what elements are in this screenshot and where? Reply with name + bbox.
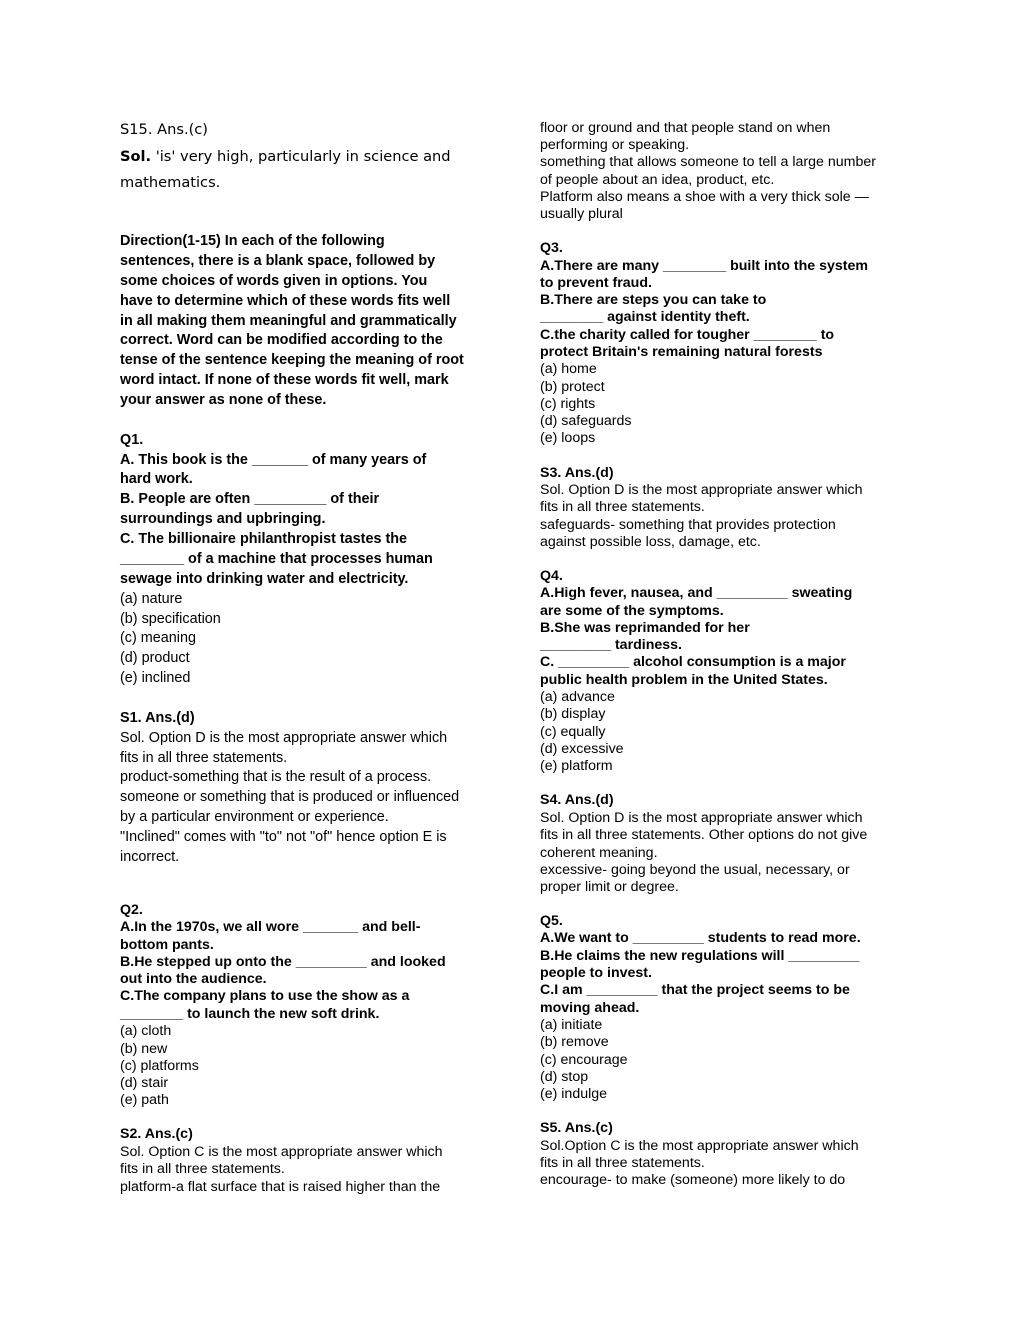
- option-item: (b) display: [540, 706, 606, 722]
- answer-heading: S4. Ans.(d): [540, 792, 614, 808]
- answer-heading: S2. Ans.(c): [120, 1126, 193, 1142]
- solution-line: fits in all three statements.: [540, 1155, 705, 1171]
- option-item: (e) platform: [540, 758, 613, 774]
- option-item: (e) inclined: [120, 670, 191, 686]
- directions-line: have to determine which of these words fits well: [120, 293, 451, 309]
- question-line: C.I am _________ that the project seems to be: [540, 982, 850, 998]
- question-heading: Q1.: [120, 432, 144, 448]
- question-line: B. People are often _________ of their: [120, 491, 380, 507]
- answer-heading: S1. Ans.(d): [120, 710, 195, 726]
- option-item: (e) indulge: [540, 1086, 608, 1102]
- question-line: C. _________ alcohol consumption is a major: [540, 654, 846, 670]
- option-item: (d) product: [120, 650, 190, 666]
- question-line: surroundings and upbringing.: [120, 511, 326, 527]
- question-line: moving ahead.: [540, 1000, 640, 1016]
- solution-line: floor or ground and that people stand on when: [540, 120, 831, 136]
- question-line: C.The company plans to use the show as a: [120, 988, 410, 1004]
- question-line: people to invest.: [540, 965, 652, 981]
- question-line: are some of the symptoms.: [540, 603, 724, 619]
- solution-line: something that allows someone to tell a large number: [540, 154, 876, 170]
- option-item: (a) initiate: [540, 1017, 603, 1033]
- option-item: (c) meaning: [120, 630, 196, 646]
- question-line: A.High fever, nausea, and _________ sweating: [540, 585, 853, 601]
- option-item: (a) nature: [120, 591, 183, 607]
- question-line: bottom pants.: [120, 937, 214, 953]
- option-item: (d) stop: [540, 1069, 589, 1085]
- solution-line: product-something that is the result of a process.: [120, 769, 432, 785]
- question-line: public health problem in the United States.: [540, 672, 828, 688]
- directions-line: tense of the sentence keeping the meaning of root: [120, 352, 464, 368]
- option-item: (a) cloth: [120, 1023, 172, 1039]
- solution-line: against possible loss, damage, etc.: [540, 534, 761, 550]
- option-item: (b) remove: [540, 1034, 609, 1050]
- solution-line: someone or something that is produced or influenced: [120, 789, 460, 805]
- question-line: C. The billionaire philanthropist tastes the: [120, 531, 408, 547]
- option-item: (c) platforms: [120, 1058, 199, 1074]
- option-item: (c) rights: [540, 396, 596, 412]
- directions-line: in all making them meaningful and grammatically: [120, 313, 457, 329]
- option-item: (a) advance: [540, 689, 615, 705]
- question-line: _________ tardiness.: [540, 637, 682, 653]
- directions-line: your answer as none of these.: [120, 392, 327, 408]
- question-line: out into the audience.: [120, 971, 267, 987]
- solution-line: encourage- to make (someone) more likely to do: [540, 1172, 846, 1188]
- solution-line: coherent meaning.: [540, 845, 658, 861]
- question-line: hard work.: [120, 471, 193, 487]
- question-line: B.She was reprimanded for her: [540, 620, 750, 636]
- option-item: (c) equally: [540, 724, 606, 740]
- directions-line: Direction(1-15) In each of the following: [120, 233, 385, 249]
- solution-line: Platform also means a shoe with a very thick sole —: [540, 189, 869, 205]
- solution-line: Sol. Option C is the most appropriate answer which: [120, 1144, 443, 1160]
- question-line: ________ against identity theft.: [540, 309, 750, 325]
- question-line: ________ to launch the new soft drink.: [120, 1006, 380, 1022]
- directions-line: sentences, there is a blank space, followed by: [120, 253, 436, 269]
- solution-line: by a particular environment or experience.: [120, 809, 389, 825]
- question-line: B.He claims the new regulations will _________: [540, 948, 860, 964]
- question-line: protect Britain's remaining natural forests: [540, 344, 823, 360]
- option-item: (b) new: [120, 1041, 168, 1057]
- solution-label: Sol.: [120, 148, 152, 165]
- solution-line: performing or speaking.: [540, 137, 690, 153]
- solution-text: 'is' very high, particularly in science and: [155, 148, 451, 165]
- question-heading: Q4.: [540, 568, 563, 584]
- solution-line: usually plural: [540, 206, 623, 222]
- solution-line: platform-a flat surface that is raised higher than the: [120, 1179, 441, 1195]
- question-line: sewage into drinking water and electricity.: [120, 571, 409, 587]
- question-heading: Q3.: [540, 240, 563, 256]
- solution-line: incorrect.: [120, 849, 180, 865]
- solution-line: "Inclined" comes with "to" not "of" hence option E is: [120, 829, 447, 845]
- question-line: A.In the 1970s, we all wore _______ and bell-: [120, 919, 421, 935]
- question-line: B.He stepped up onto the _________ and looked: [120, 954, 446, 970]
- answer-heading: S3. Ans.(d): [540, 465, 614, 481]
- solution-line: Sol. Option D is the most appropriate answer which: [120, 730, 448, 746]
- solution-line: Sol.Option C is the most appropriate answer which: [540, 1138, 859, 1154]
- question-line: A. This book is the _______ of many years of: [120, 452, 427, 468]
- option-item: (a) home: [540, 361, 597, 377]
- solution-line: safeguards- something that provides protection: [540, 517, 836, 533]
- question-line: to prevent fraud.: [540, 275, 652, 291]
- solution-line: [120, 148, 451, 165]
- solution-line: fits in all three statements.: [120, 750, 288, 766]
- solution-line: mathematics.: [120, 174, 221, 191]
- question-line: A.We want to _________ students to read more.: [540, 930, 861, 946]
- solution-line: fits in all three statements. Other options do not give: [540, 827, 868, 843]
- question-line: C.the charity called for tougher ________ to: [540, 327, 835, 343]
- option-item: (d) safeguards: [540, 413, 632, 429]
- answer-heading: S5. Ans.(c): [540, 1120, 613, 1136]
- directions-line: some choices of words given in options. You: [120, 273, 428, 289]
- solution-line: of people about an idea, product, etc.: [540, 172, 775, 188]
- option-item: (e) path: [120, 1092, 169, 1108]
- option-item: (c) encourage: [540, 1052, 628, 1068]
- question-line: B.There are steps you can take to: [540, 292, 767, 308]
- option-item: (d) stair: [120, 1075, 169, 1091]
- solution-line: Sol. Option D is the most appropriate answer which: [540, 482, 863, 498]
- question-heading: Q5.: [540, 913, 563, 929]
- question-line: A.There are many ________ built into the system: [540, 258, 869, 274]
- option-item: (b) specification: [120, 611, 221, 627]
- answer-heading: S15. Ans.(c): [120, 121, 208, 138]
- solution-line: excessive- going beyond the usual, necessary, or: [540, 862, 850, 878]
- option-item: (e) loops: [540, 430, 596, 446]
- option-item: (d) excessive: [540, 741, 624, 757]
- solution-line: proper limit or degree.: [540, 879, 679, 895]
- solution-line: fits in all three statements.: [540, 499, 705, 515]
- directions-line: word intact. If none of these words fit well, mark: [120, 372, 449, 388]
- solution-line: Sol. Option D is the most appropriate answer which: [540, 810, 863, 826]
- question-line: ________ of a machine that processes human: [120, 551, 433, 567]
- option-item: (b) protect: [540, 379, 605, 395]
- question-heading: Q2.: [120, 902, 143, 918]
- solution-line: fits in all three statements.: [120, 1161, 285, 1177]
- directions-line: correct. Word can be modified according to the: [120, 332, 443, 348]
